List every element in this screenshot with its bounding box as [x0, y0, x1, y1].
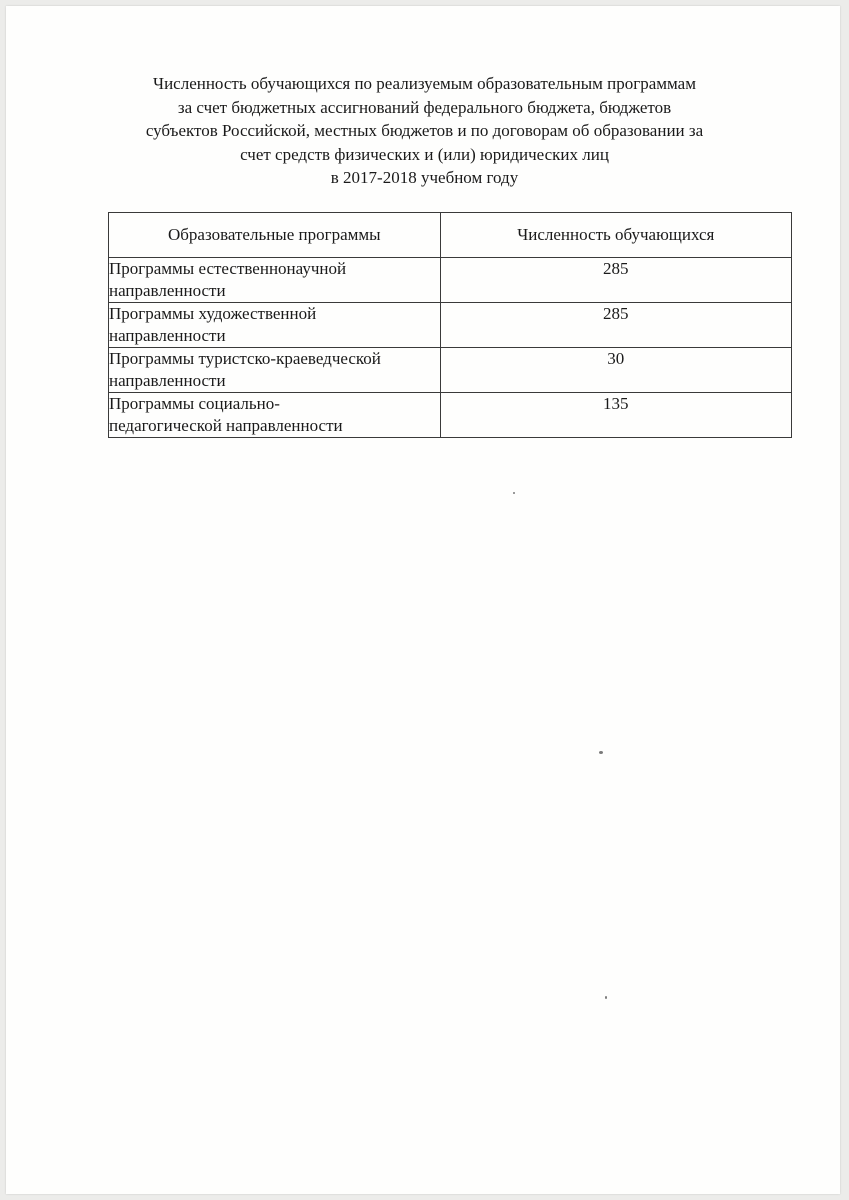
title-line: Численность обучающихся по реализуемым образовательным программам [153, 74, 696, 93]
title-line: субъектов Российской, местных бюджетов и по договорам об образовании за [145, 121, 704, 140]
student-count-cell: 30 [440, 348, 791, 393]
title-line: за счет бюджетных ассигнований федерального бюджета, бюджетов [177, 97, 672, 117]
program-name-cell [109, 393, 441, 438]
program-name-line: педагогической направленности [109, 416, 343, 435]
title-line: в 2017-2018 учебном году [330, 168, 519, 187]
table-header-row [109, 213, 792, 258]
table-row [109, 348, 792, 393]
program-name-line: направленности [109, 371, 226, 390]
enrollment-table [108, 212, 792, 438]
program-name-line: Программы туристско-краеведческой [109, 349, 381, 368]
program-name-line: направленности [109, 281, 226, 300]
header-programs: Образовательные программы [109, 213, 441, 258]
program-name-cell [109, 348, 441, 393]
program-name-cell [109, 258, 441, 303]
program-name-line: Программы естественнонаучной [109, 259, 347, 278]
program-name-line: Программы художественной [109, 304, 317, 323]
header-student-count: Численность обучающихся [440, 213, 791, 258]
student-count-cell: 285 [440, 303, 791, 348]
scan-speck [605, 996, 607, 999]
table-row [109, 393, 792, 438]
student-count-cell: 135 [440, 393, 791, 438]
table-row [109, 303, 792, 348]
scan-speck [513, 492, 515, 494]
program-name-line: направленности [109, 326, 226, 345]
title-line: счет средств физических и (или) юридических лиц [240, 144, 609, 164]
table-row [109, 258, 792, 303]
scan-speck [599, 751, 603, 754]
program-name-cell [109, 303, 441, 348]
document-title [0, 72, 849, 190]
student-count-cell: 285 [440, 258, 791, 303]
program-name-line: Программы социально- [109, 394, 280, 413]
